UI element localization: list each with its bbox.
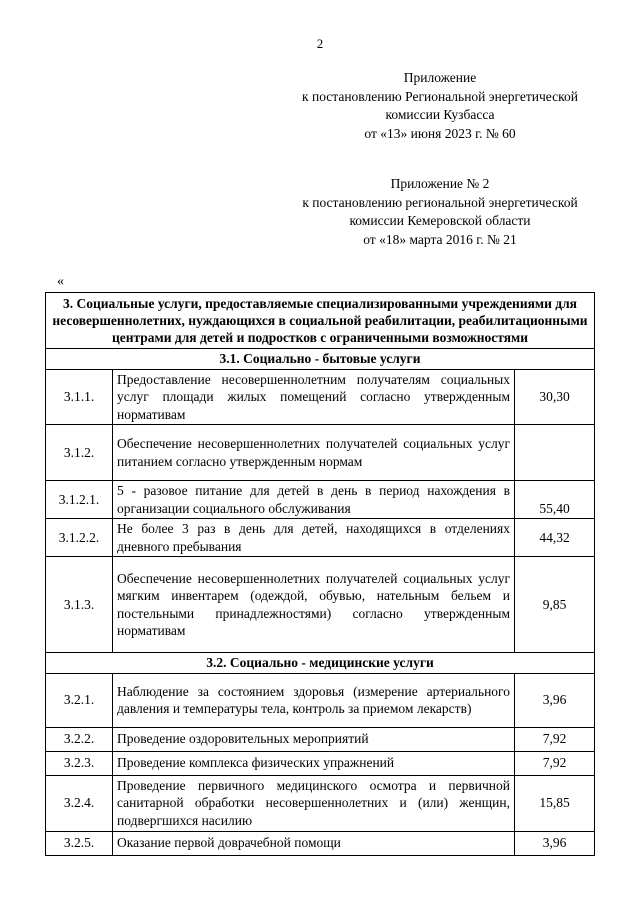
row-value: 44,32 — [515, 519, 595, 557]
row-name: Предоставление несовершеннолетним получателям социальных услуг площади жилых помещений согласно утвержденным нормативам — [113, 369, 515, 425]
table-row — [46, 727, 595, 751]
row-value: 3,96 — [515, 673, 595, 727]
table-row — [46, 369, 595, 425]
row-name: Обеспечение несовершеннолетних получателей социальных услуг мягким инвентарем (одеждой, обувью, нательным бельем и постельными принадлежностями) согласно утвержденным нормативам — [113, 557, 515, 653]
table-row — [46, 751, 595, 775]
row-code: 3.2.1. — [46, 673, 113, 727]
appendix-2-title: Приложение № 2 — [390, 176, 490, 191]
row-code: 3.2.5. — [46, 831, 113, 855]
row-value: 55,40 — [515, 481, 595, 519]
row-code: 3.1.1. — [46, 369, 113, 425]
table-row — [46, 481, 595, 519]
row-code: 3.1.2.1. — [46, 481, 113, 519]
row-value: 9,85 — [515, 557, 595, 653]
services-table — [45, 292, 595, 856]
row-code: 3.1.3. — [46, 557, 113, 653]
row-value: 7,92 — [515, 727, 595, 751]
row-name: Не более 3 раз в день для детей, находящихся в отделениях дневного пребывания — [113, 519, 515, 557]
row-code: 3.1.2.2. — [46, 519, 113, 557]
appendix-1-title: Приложение — [403, 70, 477, 85]
row-name: Проведение комплекса физических упражнений — [113, 751, 515, 775]
appendix-1-block — [280, 69, 600, 143]
row-name: Обеспечение несовершеннолетних получателей социальных услуг питанием согласно утвержденным нормам — [113, 425, 515, 481]
appendix-1-date: от «13» июня 2023 г. № 60 — [364, 125, 516, 141]
table-row — [46, 557, 595, 653]
table-row — [46, 673, 595, 727]
row-name: Проведение первичного медицинского осмотра и первичной санитарной обработки несовершеннолетних и (или) женщин, подвергшихся насилию — [113, 775, 515, 831]
table-row — [46, 425, 595, 481]
row-code: 3.2.4. — [46, 775, 113, 831]
appendix-2-resolution: к постановлению региональной энергетической — [302, 194, 578, 210]
section-row — [46, 349, 595, 370]
row-name: Проведение оздоровительных мероприятий — [113, 727, 515, 751]
section-title-3-1: 3.1. Социально - бытовые услуги — [46, 349, 595, 370]
opening-quote: « — [57, 274, 64, 289]
row-name: Оказание первой доврачебной помощи — [113, 831, 515, 855]
row-code: 3.2.3. — [46, 751, 113, 775]
row-code: 3.1.2. — [46, 425, 113, 481]
row-value: 7,92 — [515, 751, 595, 775]
page-number: 2 — [316, 36, 324, 51]
row-name: 5 - разовое питание для детей в день в период нахождения в организации социального обслуживания — [113, 481, 515, 519]
row-value: 30,30 — [515, 369, 595, 425]
row-value: 15,85 — [515, 775, 595, 831]
row-code: 3.2.2. — [46, 727, 113, 751]
table-row — [46, 775, 595, 831]
row-name: Наблюдение за состоянием здоровья (измерение артериального давления и температуры тела, контроль за приемом лекарств) — [113, 673, 515, 727]
appendix-2-date: от «18» марта 2016 г. № 21 — [363, 231, 517, 247]
table-heading: 3. Социальные услуги, предоставляемые специализированными учреждениями для несовершеннолетних, нуждающихся в социальной реабилитации, реабилитационными центрами для детей и подростков с ограниченными возможностями — [46, 293, 595, 349]
appendix-2-block — [280, 175, 600, 249]
row-value: 3,96 — [515, 831, 595, 855]
row-value — [515, 425, 595, 481]
table-row — [46, 519, 595, 557]
appendix-1-commission: комиссии Кузбасса — [385, 107, 495, 122]
section-title-3-2: 3.2. Социально - медицинские услуги — [46, 653, 595, 674]
table-heading-row — [46, 293, 595, 349]
appendix-2-commission: комиссии Кемеровской области — [349, 213, 531, 228]
table-row — [46, 831, 595, 855]
appendix-1-resolution: к постановлению Региональной энергетической — [302, 88, 578, 104]
section-row — [46, 653, 595, 674]
